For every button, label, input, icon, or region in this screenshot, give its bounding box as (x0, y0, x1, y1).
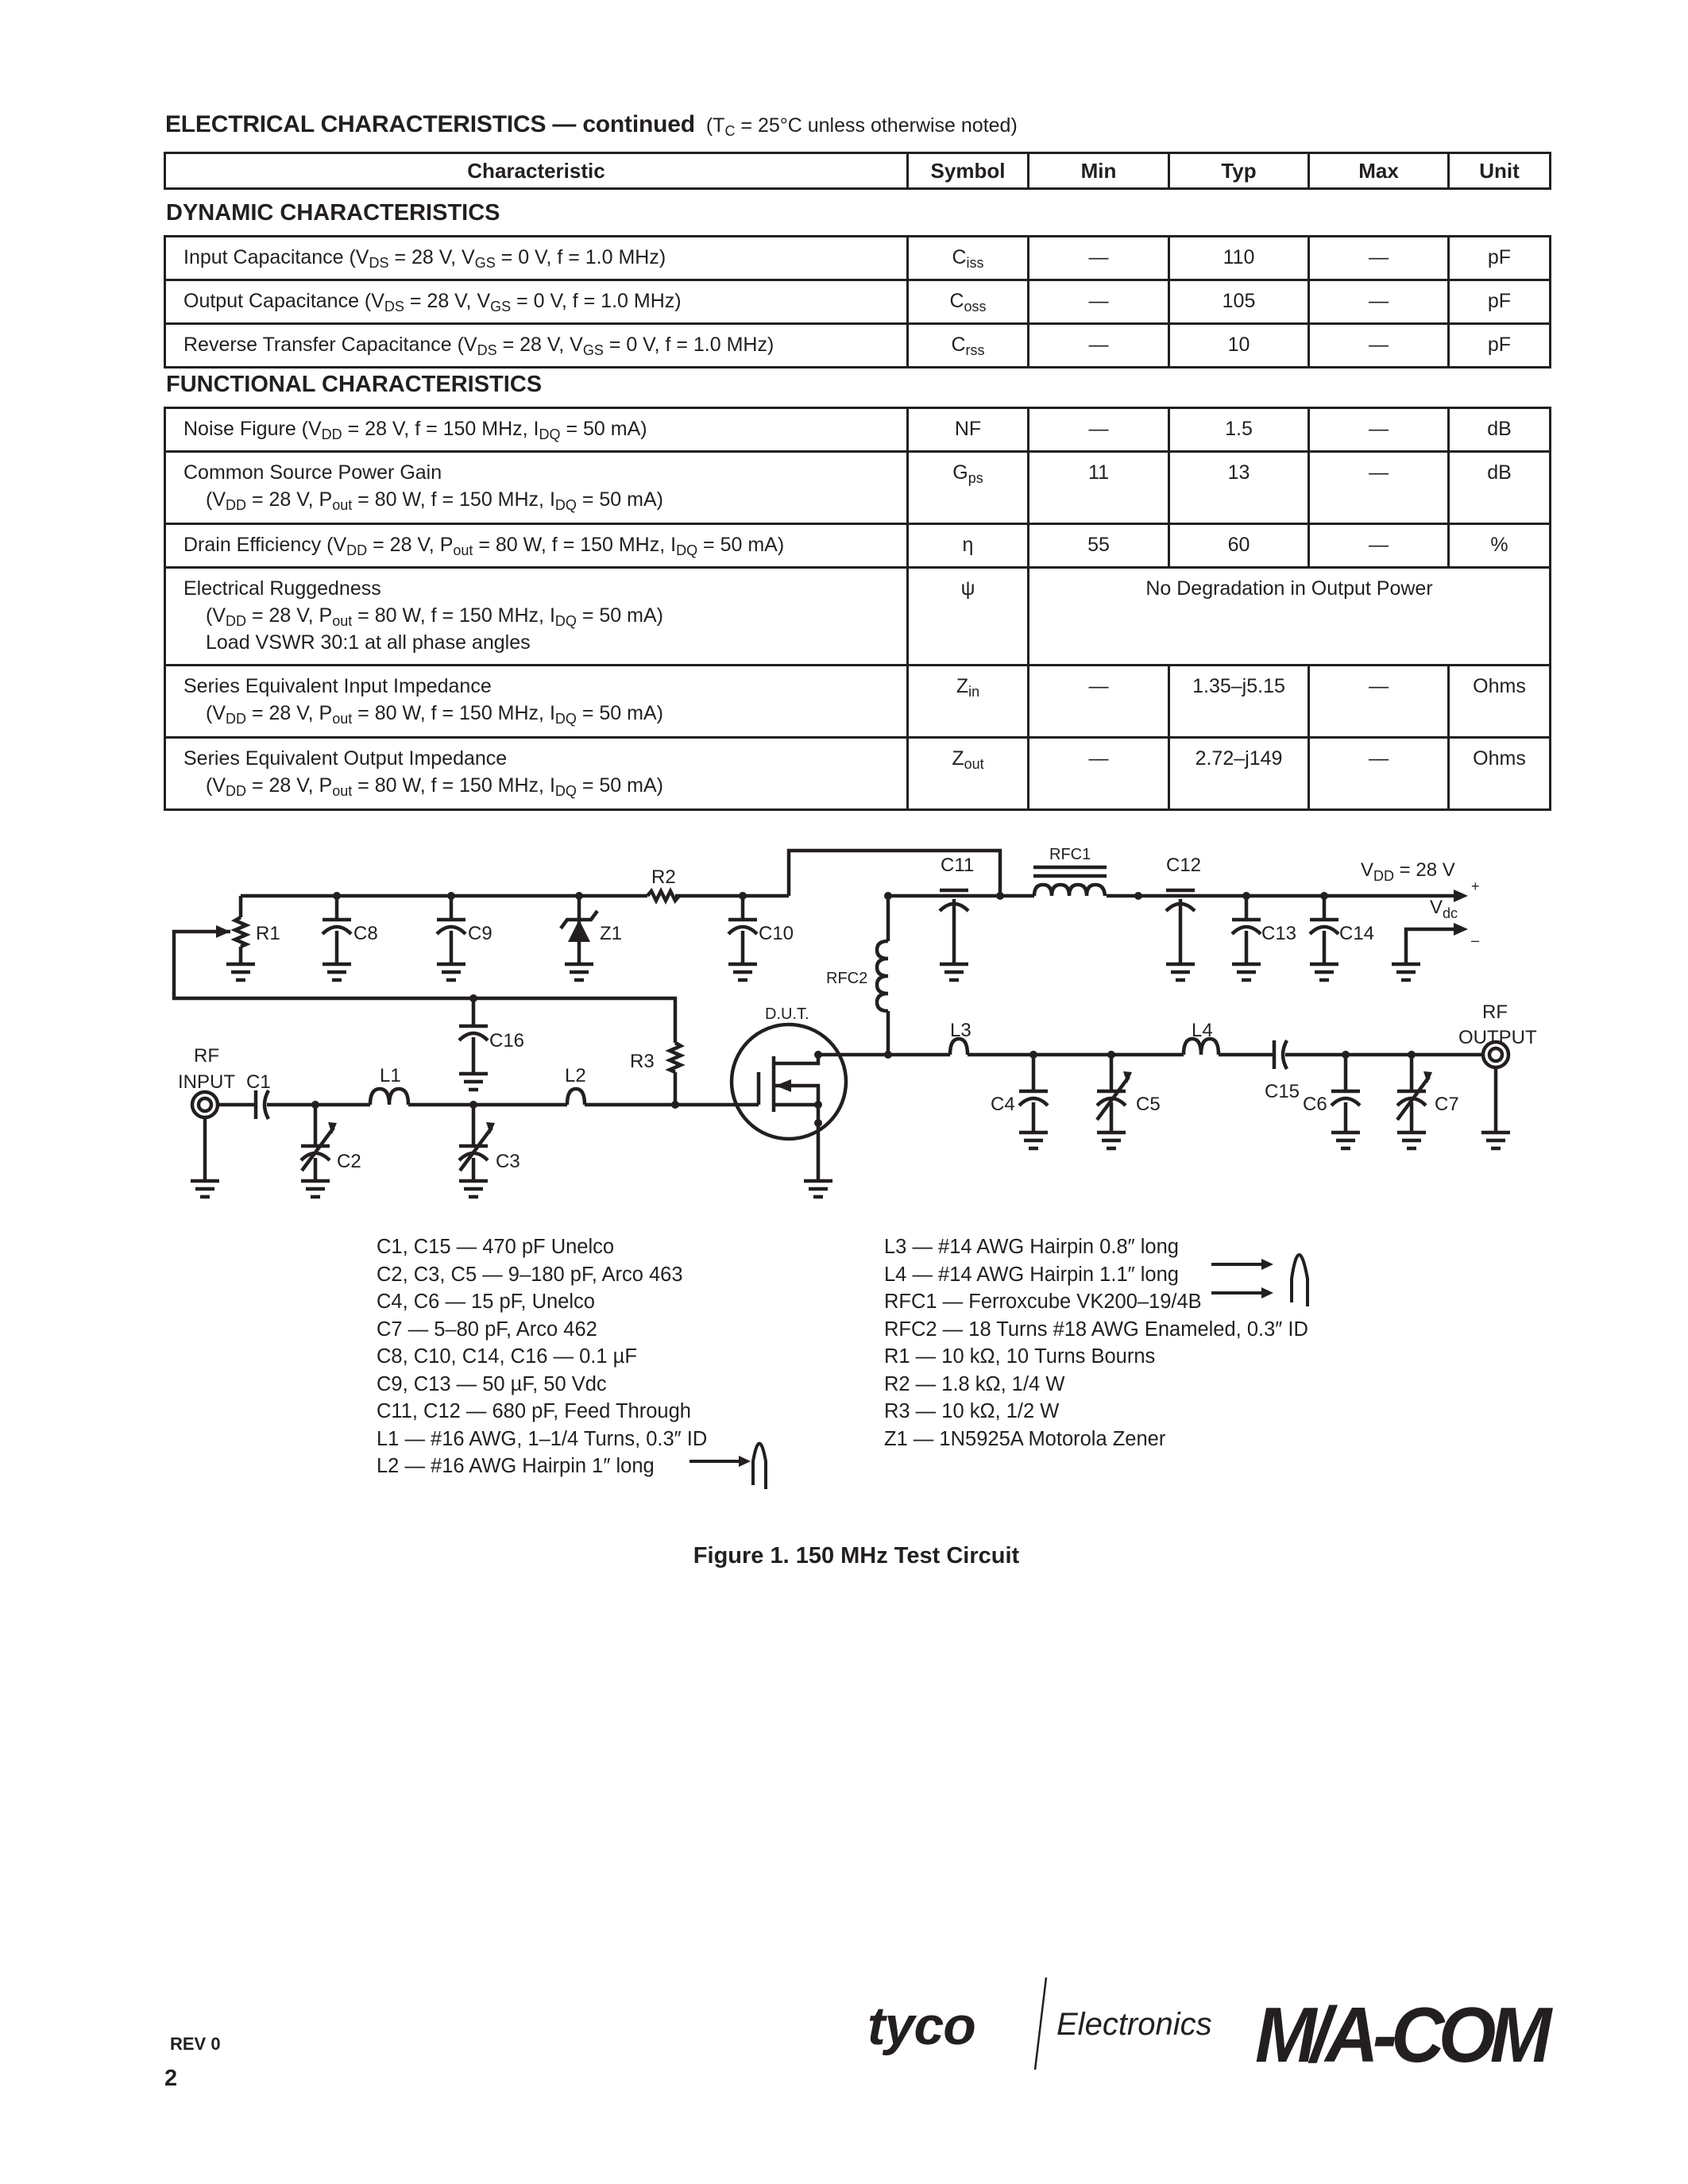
cell-unit: % (1449, 524, 1551, 568)
title-condition: ($T_C = 25^\circ C$ unless otherwise noted) (705, 114, 1018, 140)
cell-symbol: $C_{iss}$ (908, 237, 1029, 280)
label-l4: L4 (1192, 1020, 1213, 1041)
label-c8: C8 (353, 923, 378, 944)
parts-item: R1 — 10 kΩ, 10 Turns Bourns (884, 1345, 1156, 1368)
label-minus: – (1471, 932, 1480, 948)
parts-item: C2, C3, C5 — 9–180 pF, Arco 463 (377, 1263, 683, 1286)
parts-item: R2 — 1.8 kΩ, 1/4 W (884, 1372, 1065, 1395)
label-c13: C13 (1261, 923, 1297, 944)
cell-min: — (1029, 408, 1169, 452)
label-c7: C7 (1435, 1094, 1459, 1115)
cell-typ: 105 (1169, 280, 1309, 324)
cell-symbol: $C_{rss}$ (908, 324, 1029, 368)
cell-min: — (1029, 237, 1169, 280)
label-c4: C4 (991, 1094, 1015, 1115)
cell-min: — (1029, 738, 1169, 810)
label-l3: L3 (950, 1020, 971, 1041)
cell-characteristic: Input Capacitance ($V_{DS} = 28$ V, $V_{GS} = 0$ V, f = 1.0 MHz) (165, 237, 908, 280)
cell-max: — (1309, 324, 1449, 368)
col-symbol: Symbol (908, 153, 1029, 189)
hairpin-icon (689, 1255, 1308, 1489)
cell-unit: pF (1449, 237, 1551, 280)
figure-caption: Figure 1. 150 MHz Test Circuit (693, 1543, 1020, 1569)
revision-label: REV 0 (170, 2034, 221, 2054)
label-rf-output-2: OUTPUT (1458, 1027, 1537, 1048)
cell-typ: 110 (1169, 237, 1309, 280)
col-characteristic: Characteristic (165, 153, 908, 189)
label-rf-input-1: RF (194, 1045, 219, 1067)
parts-item: RFC1 — Ferroxcube VK200–19/4B (884, 1291, 1202, 1313)
logo-divider (1029, 1976, 1053, 2071)
col-typ: Typ (1169, 153, 1309, 189)
hairpin-illustrations (0, 1223, 1688, 1493)
cell-max: — (1309, 280, 1449, 324)
cell-unit: Ohms (1449, 666, 1551, 738)
cell-characteristic: Output Capacitance ($V_{DS} = 28$ V, $V_{GS} = 0$ V, f = 1.0 MHz) (165, 280, 908, 324)
cell-unit: dB (1449, 408, 1551, 452)
label-dut: D.U.T. (765, 1005, 809, 1023)
label-vdd: $V_{DD} = 28$ V (1361, 859, 1455, 884)
cell-max: — (1309, 524, 1449, 568)
parts-item: C8, C10, C14, C16 — 0.1 µF (377, 1345, 637, 1368)
cell-min: 11 (1029, 452, 1169, 524)
cell-max: — (1309, 738, 1449, 810)
label-c5: C5 (1136, 1094, 1161, 1115)
cell-symbol: $Z_{in}$ (908, 666, 1029, 738)
parts-item: L2 — #16 AWG Hairpin 1″ long (377, 1455, 655, 1477)
cell-symbol: NF (908, 408, 1029, 452)
cell-typ: 2.72–j149 (1169, 738, 1309, 810)
parts-item: Z1 — 1N5925A Motorola Zener (884, 1427, 1166, 1450)
label-l1: L1 (380, 1065, 401, 1086)
cell-characteristic: Drain Efficiency ($V_{DD} = 28$ V, $P_{out} = 80$ W, f = 150 MHz, $I_{DQ} = 50$ mA) (165, 524, 908, 568)
cell-characteristic: Noise Figure ($V_{DD} = 28$ V, f = 150 MHz, $I_{DQ} = 50$ mA) (165, 408, 908, 452)
cell-symbol: η (908, 524, 1029, 568)
parts-item: L1 — #16 AWG, 1–1/4 Turns, 0.3″ ID (377, 1427, 708, 1450)
col-unit: Unit (1449, 153, 1551, 189)
label-c6: C6 (1303, 1094, 1327, 1115)
cell-min: — (1029, 666, 1169, 738)
cell-unit: pF (1449, 280, 1551, 324)
cell-max: — (1309, 408, 1449, 452)
cell-typ: 1.35–j5.15 (1169, 666, 1309, 738)
col-max: Max (1309, 153, 1449, 189)
cell-symbol: ψ (908, 568, 1029, 666)
title-text: ELECTRICAL CHARACTERISTICS — continued (165, 111, 695, 137)
cell-min: — (1029, 324, 1169, 368)
cell-max: — (1309, 666, 1449, 738)
label-l2: L2 (565, 1065, 586, 1086)
parts-item: C11, C12 — 680 pF, Feed Through (377, 1400, 691, 1422)
label-c14: C14 (1339, 923, 1375, 944)
macom-logo: M/A-COM (1255, 1991, 1546, 2078)
label-vdc: $V_{dc}$ (1430, 897, 1458, 921)
cell-max: — (1309, 237, 1449, 280)
parts-item: L4 — #14 AWG Hairpin 1.1″ long (884, 1263, 1179, 1286)
label-c11: C11 (941, 855, 975, 876)
cell-typ: 13 (1169, 452, 1309, 524)
label-c3: C3 (496, 1151, 520, 1172)
label-c15: C15 (1265, 1081, 1300, 1102)
label-rfc2: RFC2 (826, 970, 868, 987)
label-c10: C10 (759, 923, 794, 944)
cell-unit: dB (1449, 452, 1551, 524)
cell-characteristic: Common Source Power Gain ($V_{DD} = 28$ V, $P_{out} = 80$ W, f = 150 MHz, $I_{DQ} = 50$ mA) (165, 452, 908, 524)
parts-item: C7 — 5–80 pF, Arco 462 (377, 1318, 597, 1341)
cell-characteristic: Electrical Ruggedness ($V_{DD} = 28$ V, $P_{out} = 80$ W, f = 150 MHz, $I_{DQ} = 50$ mA) Load VSWR 30:1 at all phase angles (165, 568, 908, 666)
tyco-logo: tyco (867, 1996, 975, 2056)
cell-typ: 1.5 (1169, 408, 1309, 452)
label-r2: R2 (651, 866, 676, 888)
parts-item: C1, C15 — 470 pF Unelco (377, 1236, 615, 1258)
cell-max: — (1309, 452, 1449, 524)
cell-symbol: $C_{oss}$ (908, 280, 1029, 324)
cell-unit: pF (1449, 324, 1551, 368)
parts-item: C4, C6 — 15 pF, Unelco (377, 1291, 595, 1313)
page-number: 2 (164, 2066, 178, 2091)
parts-item: C9, C13 — 50 µF, 50 Vdc (377, 1372, 607, 1395)
col-min: Min (1029, 153, 1169, 189)
parts-item: L3 — #14 AWG Hairpin 0.8″ long (884, 1236, 1179, 1258)
cell-characteristic: Reverse Transfer Capacitance ($V_{DS} = 28$ V, $V_{GS} = 0$ V, f = 1.0 MHz) (165, 324, 908, 368)
parts-item: R3 — 10 kΩ, 1/2 W (884, 1400, 1060, 1422)
label-rf-input-2: INPUT (178, 1071, 235, 1093)
label-plus: + (1471, 878, 1480, 894)
cell-min: — (1029, 280, 1169, 324)
cell-typ: 60 (1169, 524, 1309, 568)
label-c2: C2 (337, 1151, 361, 1172)
label-z1: Z1 (600, 923, 623, 944)
cell-symbol: $Z_{out}$ (908, 738, 1029, 810)
parts-item: RFC2 — 18 Turns #18 AWG Enameled, 0.3″ ID (884, 1318, 1308, 1341)
section-title-dynamic: DYNAMIC CHARACTERISTICS (166, 200, 500, 226)
cell-min: 55 (1029, 524, 1169, 568)
cell-characteristic: Series Equivalent Input Impedance ($V_{DD} = 28$ V, $P_{out} = 80$ W, f = 150 MHz, $I_{DQ} = 50$ mA) (165, 666, 908, 738)
electronics-logo: Electronics (1056, 2007, 1212, 2042)
cell-characteristic: Series Equivalent Output Impedance ($V_{DD} = 28$ V, $P_{out} = 80$ W, f = 150 MHz, $I_{DQ} = 50$ mA) (165, 738, 908, 810)
label-rf-output-1: RF (1482, 1001, 1508, 1023)
label-r1: R1 (256, 923, 280, 944)
label-c9: C9 (468, 923, 492, 944)
label-rfc1: RFC1 (1049, 846, 1091, 863)
cell-spanned-value: No Degradation in Output Power (1029, 568, 1551, 666)
cell-unit: Ohms (1449, 738, 1551, 810)
label-c1: C1 (246, 1071, 271, 1093)
label-r3: R3 (630, 1051, 655, 1072)
section-title-functional: FUNCTIONAL CHARACTERISTICS (166, 372, 543, 397)
label-c16: C16 (489, 1030, 525, 1051)
cell-typ: 10 (1169, 324, 1309, 368)
cell-symbol: $G_{ps}$ (908, 452, 1029, 524)
label-c12: C12 (1166, 855, 1202, 876)
